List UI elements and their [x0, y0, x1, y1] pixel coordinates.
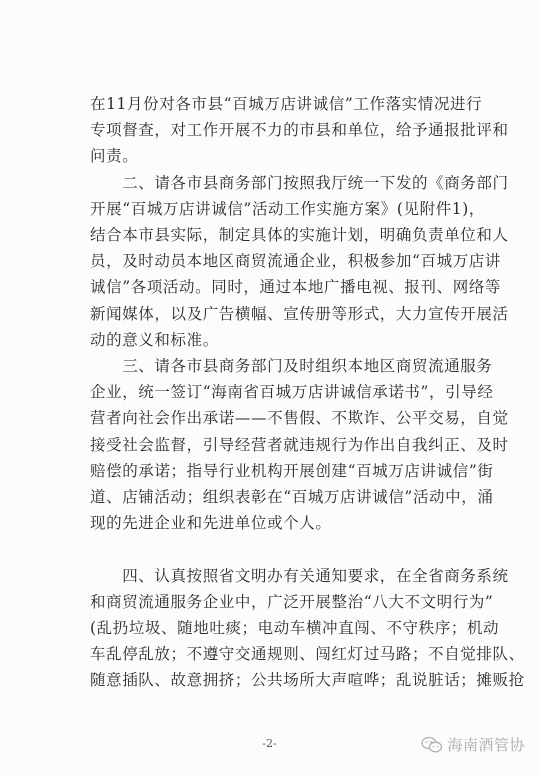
text-line: 员，及时动员本地区商贸流通企业，积极参加“百城万店讲	[90, 252, 502, 271]
text-line: 专项督查，对工作开展不力的市县和单位，给予通报批评和	[90, 121, 509, 140]
text-line: 三、请各市县商务部门及时组织本地区商贸流通服务	[90, 357, 493, 376]
text-line: 现的先进企业和先进单位或个人。	[90, 514, 332, 533]
text-line: 随意插队、故意拥挤；公共场所大声喧哗；乱说脏话；摊贩抢	[90, 671, 525, 690]
text-line: (乱扔垃圾、随地吐痰；电动车横冲直闯、不守秩序；机动	[90, 619, 500, 638]
document-body	[90, 91, 525, 694]
text-line: 接受社会监督，引导经营者就违规行为作出自我纠正、及时	[90, 435, 509, 454]
text-line: 诚信”各项活动。同时，通过本地广播电视、报刊、网络等	[90, 278, 502, 297]
text-line: 企业，统一签订“海南省百城万店讲诚信承诺书”，引导经	[90, 383, 494, 402]
text-line: 结合本市县实际，制定具体的实施计划，明确负责单位和人	[90, 226, 509, 245]
watermark-text: 海南酒管协	[447, 736, 525, 754]
text-line: 动的意义和标准。	[90, 330, 219, 349]
text-line: 开展“百城万店讲诚信”活动工作实施方案》(见附件1)，	[90, 199, 486, 218]
text-line: 道、店铺活动；组织表彰在“百城万店讲诚信”活动中，涌	[90, 488, 494, 507]
wechat-logo-icon	[421, 736, 443, 754]
text-line: 车乱停乱放；不遵守交通规则、闯红灯过马路；不自觉排队、	[90, 645, 525, 664]
text-line	[90, 536, 508, 562]
text-line: 四、认真按照省文明办有关通知要求，在全省商务系统	[90, 566, 509, 585]
watermark	[421, 734, 525, 755]
text-line: 问责。	[90, 147, 139, 166]
text-line: 营者向社会作出承诺——不售假、不欺诈、公平交易，自觉	[90, 409, 509, 428]
text-line: 二、请各市县商务部门按照我厅统一下发的《商务部门	[90, 173, 509, 192]
text-line: 和商贸流通服务企业中，广泛开展整治“八大不文明行为”	[90, 592, 494, 611]
text-line: 赔偿的承诺；指导行业机构开展创建“百城万店讲诚信”街	[90, 461, 494, 480]
text-line: 新闻媒体，以及广告横幅、宣传册等形式，大力宣传开展活	[90, 304, 509, 323]
text-line: 在11月份对各市县“百城万店讲诚信”工作落实情况进行	[90, 95, 483, 113]
page-number: -2-	[262, 737, 277, 750]
